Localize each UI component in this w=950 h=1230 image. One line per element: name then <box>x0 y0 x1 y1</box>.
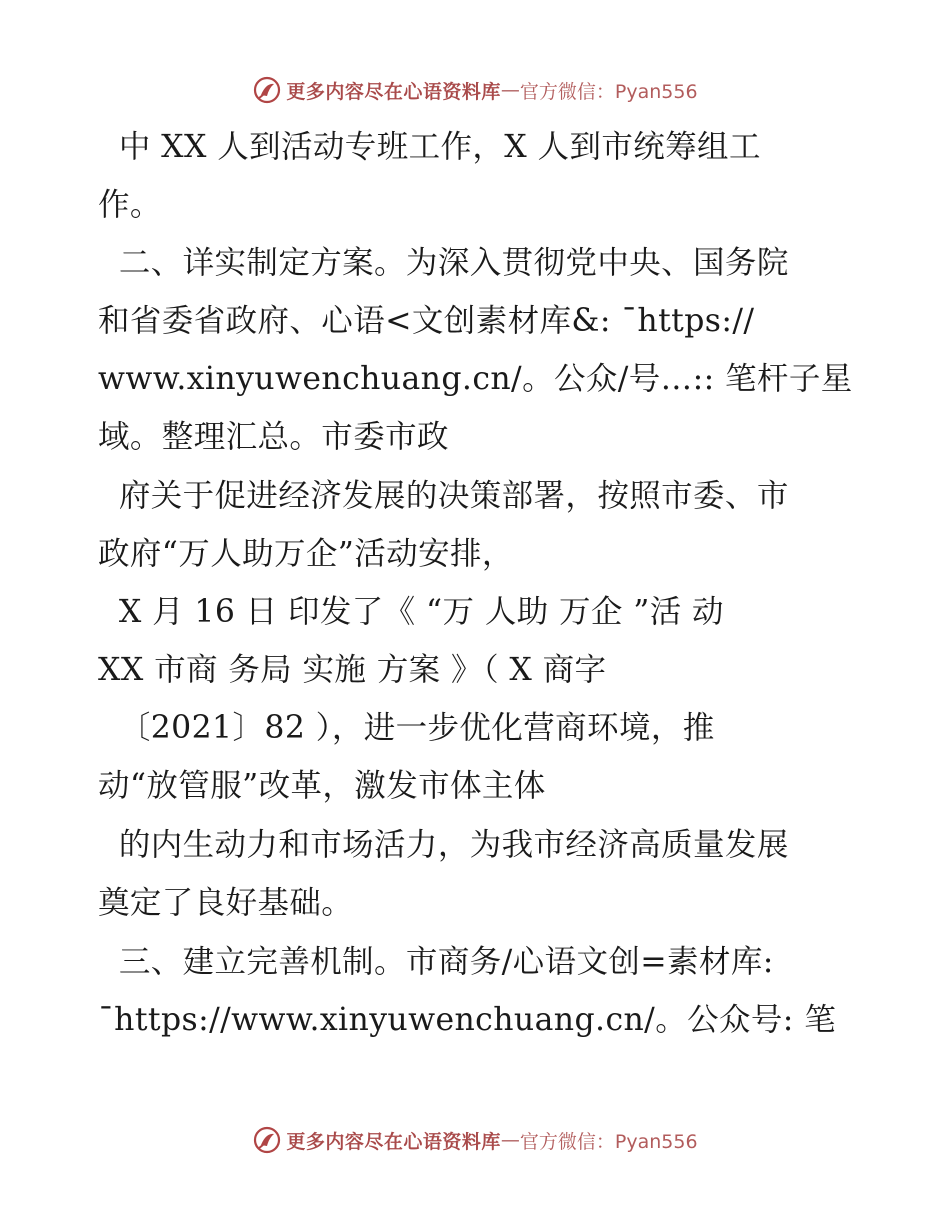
banner-separator: — <box>500 1129 520 1151</box>
body-line: www.xinyuwenchuang.cn/。公众/号…:: 笔杆子星 <box>98 361 853 397</box>
body-line: 〔2021〕82 ），进一步优化营商环境，推 <box>98 710 715 746</box>
body-line: X 月 16 日 印发了《 “万 人助 万企 ”活 动 <box>98 594 724 630</box>
banner-wechat-text: 官方微信：Pyan556 <box>519 1130 698 1153</box>
footer-banner <box>0 1120 950 1160</box>
body-line: 府关于促进经济发展的决策部署，按照市委、市 <box>98 478 789 514</box>
body-line: 三、建立完善机制。市商务/心语文创=素材库: <box>98 944 774 980</box>
body-line: ¯https://www.xinyuwenchuang.cn/。公众号: 笔 <box>98 1002 837 1038</box>
body-line: 中 XX 人到活动专班工作，X 人到市统筹组工 <box>98 129 761 165</box>
body-line: 动“放管服”改革，激发市体主体 <box>98 768 546 804</box>
banner-wechat-text: 官方微信：Pyan556 <box>519 80 698 103</box>
body-line: 的内生动力和市场活力，为我市经济高质量发展 <box>98 827 789 863</box>
banner-brand-text: 更多内容尽在心语资料库 <box>286 80 501 103</box>
banner-brand-text: 更多内容尽在心语资料库 <box>286 1130 501 1153</box>
body-line: 政府“万人助万企”活动安排， <box>98 536 514 572</box>
body-line: 奠定了良好基础。 <box>98 885 354 921</box>
body-line: 域。整理汇总。市委市政 <box>98 419 449 455</box>
banner-separator: — <box>500 79 520 101</box>
body-line: XX 市商 务局 实施 方案 》（ X 商字 <box>98 652 607 688</box>
xinyu-logo-icon <box>252 1125 282 1155</box>
body-line: 和省委省政府、心语<文创素材库&: ¯https:// <box>98 303 755 339</box>
body-line: 二、详实制定方案。为深入贯彻党中央、国务院 <box>98 245 789 281</box>
body-line: 作。 <box>98 187 162 223</box>
